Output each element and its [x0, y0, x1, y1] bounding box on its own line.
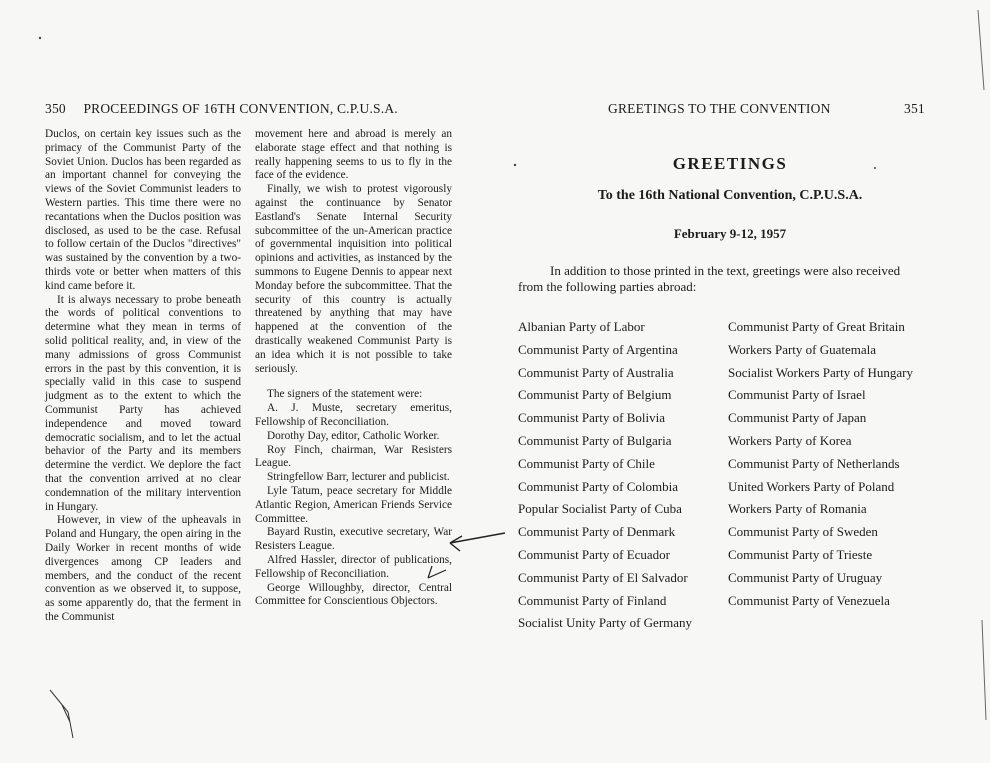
signer-entry: Stringfellow Barr, lecturer and publicist. — [267, 471, 450, 484]
paragraph: Finally, we wish to protest vigorously against the continuance by Senator Eastland's Senate Internal Security subcommittee of the un-American practice of governmental inquisition into political opinions and activities, as instanced by the summons to Eugene Dennis to appear next Monday before the subcommittee. That the security of this country is actually threatened by anything that may have happened at the convention of the drastically weakened Communist Party is an idea which it is not possible to take seriously. — [255, 183, 452, 375]
party-item: Communist Party of Trieste — [728, 546, 873, 562]
signers-intro: The signers of the statement were: — [267, 388, 423, 401]
paragraph: movement here and abroad is merely an elaborate stage effect and that nothing is really happening seems to us to fly in the face of the evidence. — [255, 128, 452, 182]
party-item: Popular Socialist Party of Cuba — [518, 501, 682, 517]
signer-entry: Bayard Rustin, executive secretary, War Resisters League. — [255, 526, 452, 553]
signer-entry: George Willoughby, director, Central Committee for Conscientious Objectors. — [255, 581, 452, 608]
party-item: Communist Party of Great Britain — [728, 319, 905, 334]
party-list-column-1 — [518, 316, 692, 635]
greetings-subtitle: To the 16th National Convention, C.P.U.S.A. — [597, 188, 863, 203]
party-item: Communist Party of Australia — [518, 364, 674, 380]
party-item: Workers Party of Korea — [728, 432, 852, 448]
party-item: Communist Party of Netherlands — [728, 455, 900, 471]
middle-text-column — [255, 128, 452, 609]
party-item: Communist Party of Bulgaria — [518, 432, 672, 448]
signer-entry: A. J. Muste, secretary emeritus, Fellowship of Reconciliation. — [255, 402, 452, 428]
right-running-head-title: GREETINGS TO THE CONVENTION — [608, 101, 831, 116]
party-item: Socialist Unity Party of Germany — [518, 615, 693, 631]
right-running-head — [608, 101, 928, 117]
party-item: Communist Party of Uruguay — [728, 569, 883, 585]
party-item: United Workers Party of Poland — [728, 478, 895, 494]
greetings-date: February 9-12, 1957 — [673, 226, 787, 241]
party-item: Communist Party of Israel — [728, 387, 866, 403]
party-item: Communist Party of Colombia — [518, 478, 678, 494]
party-item: Communist Party of Finland — [518, 592, 667, 608]
left-running-head-title: PROCEEDINGS OF 16TH CONVENTION, C.P.U.S.A. — [83, 101, 398, 116]
party-item: Communist Party of Bolivia — [518, 410, 665, 426]
paragraph: Duclos, on certain key issues such as the primacy of the Communist Party of the Soviet Union. Duclos has been regarded as an important channel for conveying the views of the Soviet Communist leaders to Western parties. This time there were no recantations when the Duclos position was disclosed, as used to be the case. Refusal to follow certain of the Duclos "directives" was sustained by the convention by a two-thirds vote or better when matters of this kind came before it. — [45, 128, 241, 292]
left-page-number: 350 — [45, 101, 66, 116]
party-item: Communist Party of Ecuador — [518, 546, 671, 562]
party-item: Communist Party of El Salvador — [518, 569, 688, 585]
signer-entry: Alfred Hassler, director of publications, Fellowship of Reconciliation. — [255, 553, 452, 580]
greetings-title: GREETINGS — [672, 154, 788, 173]
party-item: Communist Party of Chile — [518, 455, 655, 471]
party-item: Socialist Workers Party of Hungary — [728, 364, 914, 380]
right-page — [495, 0, 990, 763]
signer-entry: Roy Finch, chairman, War Resisters League. — [255, 443, 452, 470]
party-item: Workers Party of Romania — [728, 501, 867, 517]
party-item: Workers Party of Guatemala — [728, 341, 877, 357]
party-item: Communist Party of Japan — [728, 410, 867, 426]
right-page-number: 351 — [904, 101, 925, 116]
party-list-column-2 — [728, 316, 913, 612]
left-running-head — [45, 101, 398, 117]
signer-entry: Lyle Tatum, peace secretary for Middle Atlantic Region, American Friends Service Committee. — [255, 484, 452, 525]
party-item: Communist Party of Belgium — [518, 387, 672, 403]
paragraph: However, in view of the upheavals in Poland and Hungary, the open airing in the Daily Worker in recent months of wide divergences among CP leaders and members, and the conduct of the recent convention as we observed it, to suppose, as some apparently do, that the ferment in the Communist — [45, 514, 241, 623]
party-item: Communist Party of Venezuela — [728, 592, 890, 608]
party-item: Communist Party of Argentina — [518, 341, 678, 357]
left-text-column — [45, 128, 241, 625]
greetings-intro: In addition to those printed in the text, greetings were also received from the following parties abroad: — [518, 263, 901, 294]
signer-entry: Dorothy Day, editor, Catholic Worker. — [267, 429, 440, 442]
party-item: Communist Party of Sweden — [728, 524, 878, 540]
paragraph: It is always necessary to probe beneath the words of political conventions to determine what they mean in terms of solid political reality, and, in view of the many admissions of gross Communist errors in the past by this convention, it is specially valid in this case to suspend judgment as to the extent to which the Communist Party has achieved independence and moved toward democratic socialism, and to let the actual behavior of the Party and its members determine the verdict. We deplore the fact that the convention arrived at no clear condemnation of the military intervention in Hungary. — [45, 293, 241, 513]
party-item: Communist Party of Denmark — [518, 524, 676, 540]
party-item: Albanian Party of Labor — [518, 319, 645, 334]
